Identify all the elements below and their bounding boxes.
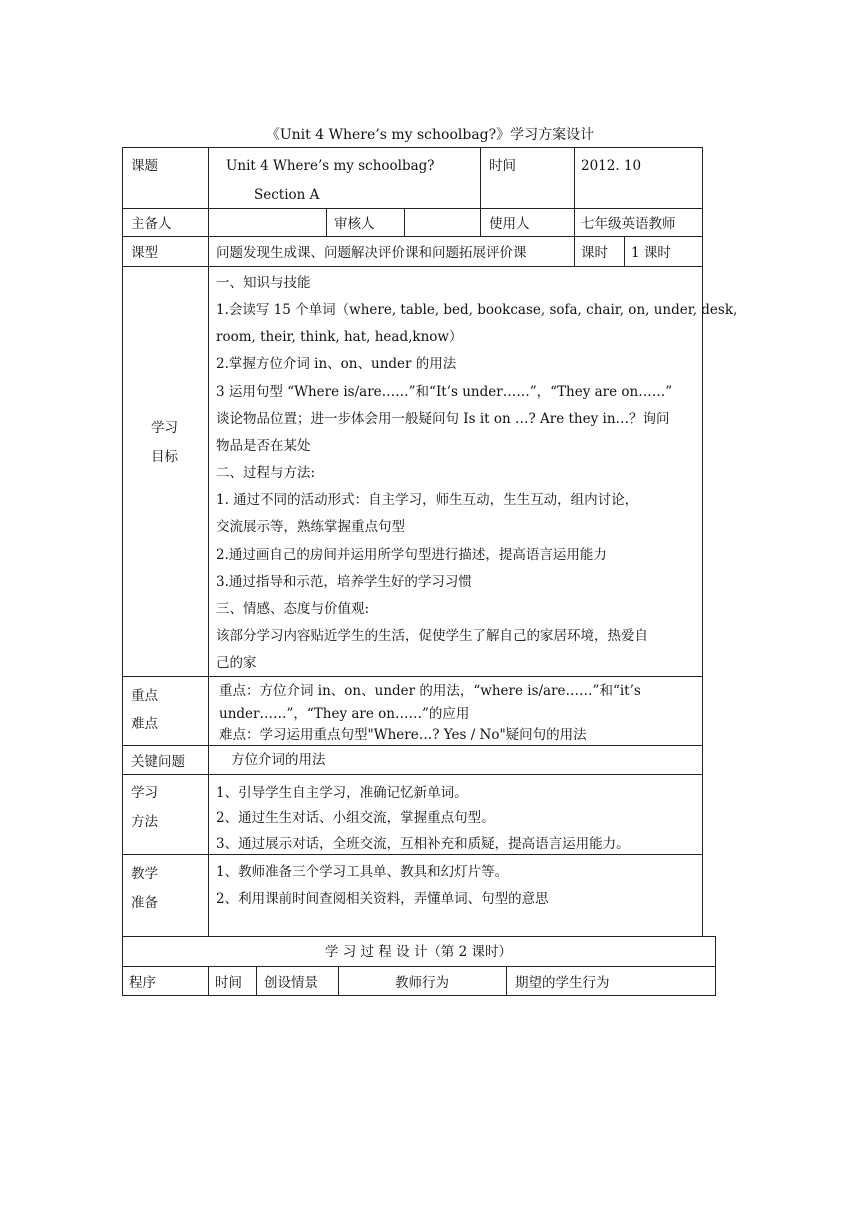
lesson-type-label: 课型 xyxy=(131,245,158,261)
method-line: 3、通过展示对话，全班交流，互相补充和质疑，提高语言运用能力。 xyxy=(216,836,630,852)
reviewer-label: 审核人 xyxy=(334,216,375,232)
lesson-type-value: 问题发现生成课、问题解决评价课和问题拓展评价课 xyxy=(216,245,527,261)
key-question-value: 方位介词的用法 xyxy=(231,752,326,768)
goals-line: 三、情感、态度与价值观: xyxy=(216,601,370,617)
goals-line: 二、过程与方法: xyxy=(216,465,316,481)
prep-line: 2、利用课前时间查阅相关资料，弄懂单词、句型的意思 xyxy=(216,891,549,907)
prep-label-2: 准备 xyxy=(131,895,158,911)
method-line: 2、通过生生对话、小组交流，掌握重点句型。 xyxy=(216,810,495,826)
prep-line: 1、教师准备三个学习工具单、教具和幻灯片等。 xyxy=(216,864,509,880)
process-col-time: 时间 xyxy=(215,975,242,991)
goals-line: 3.通过指导和示范，培养学生好的学习习惯 xyxy=(216,574,472,590)
focus-label-1: 重点 xyxy=(131,688,158,704)
goals-label-2: 目标 xyxy=(151,449,178,465)
focus-line-2: under……”，“They are on……”的应用 xyxy=(219,706,470,722)
method-label-2: 方法 xyxy=(131,814,158,830)
topic-value-line1: Unit 4 Where’s my schoolbag? xyxy=(226,158,435,174)
topic-value-line2: Section A xyxy=(254,187,320,203)
goals-line: 交流展示等，熟练掌握重点句型 xyxy=(216,519,405,535)
goals-line: 己的家 xyxy=(216,655,257,671)
page-title: 《Unit 4 Where’s my schoolbag?》学习方案设计 xyxy=(265,127,595,143)
process-col-scenario: 创设情景 xyxy=(264,975,318,991)
process-col-teacher: 教师行为 xyxy=(395,975,449,991)
user-value: 七年级英语教师 xyxy=(581,216,676,232)
preparer-label: 主备人 xyxy=(131,216,172,232)
method-label-1: 学习 xyxy=(131,785,158,801)
process-heading: 学 习 过 程 设 计（第 2 课时） xyxy=(324,944,513,960)
hours-value: 1 课时 xyxy=(631,245,671,261)
goals-line: 2.掌握方位介词 in、on、under 的用法 xyxy=(216,356,457,372)
goals-line: 一、知识与技能 xyxy=(216,275,311,291)
user-label: 使用人 xyxy=(489,216,530,232)
topic-label: 课题 xyxy=(131,158,158,174)
focus-line-1: 重点：方位介词 in、on、under 的用法，“where is/are……”和“it’s xyxy=(219,683,641,699)
hours-label: 课时 xyxy=(581,245,608,261)
time-value: 2012. 10 xyxy=(581,158,642,174)
goals-line: 3 运用句型 “Where is/are……”和“It’s under……”，“They are on……” xyxy=(216,384,673,400)
method-line: 1、引导学生自主学习，准确记忆新单词。 xyxy=(216,785,468,801)
goals-line: 1.会读写 15 个单词（where, table, bed, bookcase, sofa, chair, on, under, desk, xyxy=(216,302,738,318)
goals-line: 该部分学习内容贴近学生的生活，促使学生了解自己的家居环境，热爱自 xyxy=(216,628,648,644)
key-question-label: 关键问题 xyxy=(131,754,185,770)
prep-label-1: 教学 xyxy=(131,866,158,882)
goals-line: 谈论物品位置；进一步体会用一般疑问句 Is it on …? Are they in…？询问 xyxy=(216,411,670,427)
focus-line-3: 难点：学习运用重点句型"Where…? Yes / No"疑问句的用法 xyxy=(219,727,587,743)
process-col-procedure: 程序 xyxy=(129,975,156,991)
goals-line: 物品是否在某处 xyxy=(216,438,311,454)
process-col-student: 期望的学生行为 xyxy=(515,975,610,991)
time-label: 时间 xyxy=(489,158,516,174)
goals-line: room, their, think, hat, head,know） xyxy=(216,329,463,345)
focus-label-2: 难点 xyxy=(131,716,158,732)
goals-line: 1. 通过不同的活动形式：自主学习，师生互动，生生互动，组内讨论， xyxy=(216,492,639,508)
goals-line: 2.通过画自己的房间并运用所学句型进行描述，提高语言运用能力 xyxy=(216,547,607,563)
goals-label-1: 学习 xyxy=(151,420,178,436)
